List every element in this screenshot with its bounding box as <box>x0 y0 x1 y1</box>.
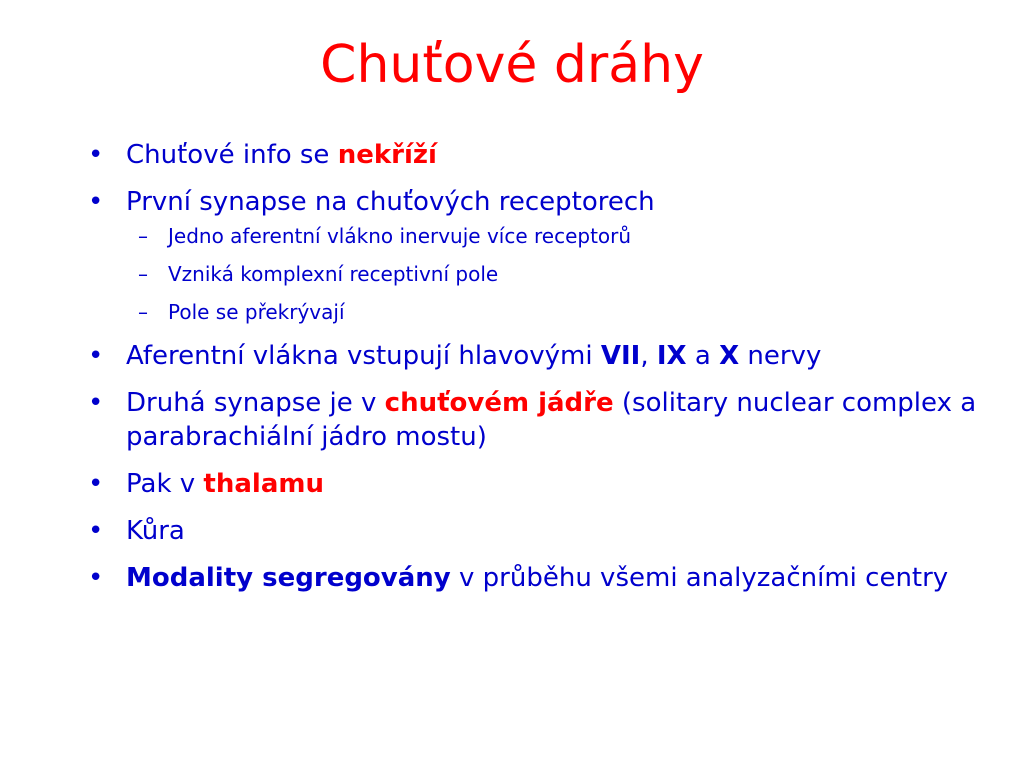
item-emphasis: thalamu <box>203 469 324 499</box>
bullet-item-afferent-fibers <box>82 339 982 373</box>
bullet-glyph: • <box>88 388 104 418</box>
bullet-item-second-synapse <box>82 386 982 454</box>
sub-item-text: Pole se překrývají <box>168 300 345 324</box>
bullet-item-first-synapse <box>82 185 982 326</box>
item-text: Druhá synapse je v <box>126 388 385 418</box>
bullet-glyph: • <box>88 341 104 371</box>
item-text: v průběhu všemi analyzačními centry <box>450 563 949 593</box>
item-text: , <box>640 341 657 371</box>
item-text: Aferentní vlákna vstupují hlavovými <box>126 341 601 371</box>
sub-list <box>126 223 982 326</box>
sub-item <box>126 223 982 250</box>
bullet-glyph: • <box>88 469 104 499</box>
bullet-glyph: • <box>88 140 104 170</box>
item-text: nervy <box>739 341 822 371</box>
item-text: První synapse na chuťových receptorech <box>126 187 655 217</box>
item-text: (solitary nuclear complex a parabrachiální jádro mostu) <box>126 388 977 452</box>
item-text: Pak v <box>126 469 204 499</box>
nerve-vii: VII <box>600 341 641 371</box>
nerve-ix: IX <box>656 341 687 371</box>
item-text: Chuťové info se <box>126 140 338 170</box>
dash-glyph: – <box>138 300 148 324</box>
bullet-item-taste-info <box>82 138 982 172</box>
dash-glyph: – <box>138 224 148 248</box>
sub-item <box>126 261 982 288</box>
bullet-glyph: • <box>88 516 104 546</box>
item-text: Kůra <box>126 516 185 546</box>
dash-glyph: – <box>138 262 148 286</box>
bullet-item-modality <box>82 561 982 595</box>
item-emphasis: nekříží <box>337 140 437 170</box>
item-emphasis: chuťovém jádře <box>384 388 614 418</box>
bullet-list <box>82 138 982 608</box>
bullet-item-thalamus <box>82 467 982 501</box>
item-text: a <box>686 341 720 371</box>
sub-item-text: Vzniká komplexní receptivní pole <box>168 262 499 286</box>
nerve-x: X <box>719 341 740 371</box>
bullet-item-cortex <box>82 514 982 548</box>
bullet-glyph: • <box>88 563 104 593</box>
item-strong: Modality segregovány <box>126 563 451 593</box>
sub-item <box>126 299 982 326</box>
bullet-glyph: • <box>88 187 104 217</box>
slide-title: Chuťové dráhy <box>320 35 704 95</box>
sub-item-text: Jedno aferentní vlákno inervuje více receptorů <box>168 224 632 248</box>
